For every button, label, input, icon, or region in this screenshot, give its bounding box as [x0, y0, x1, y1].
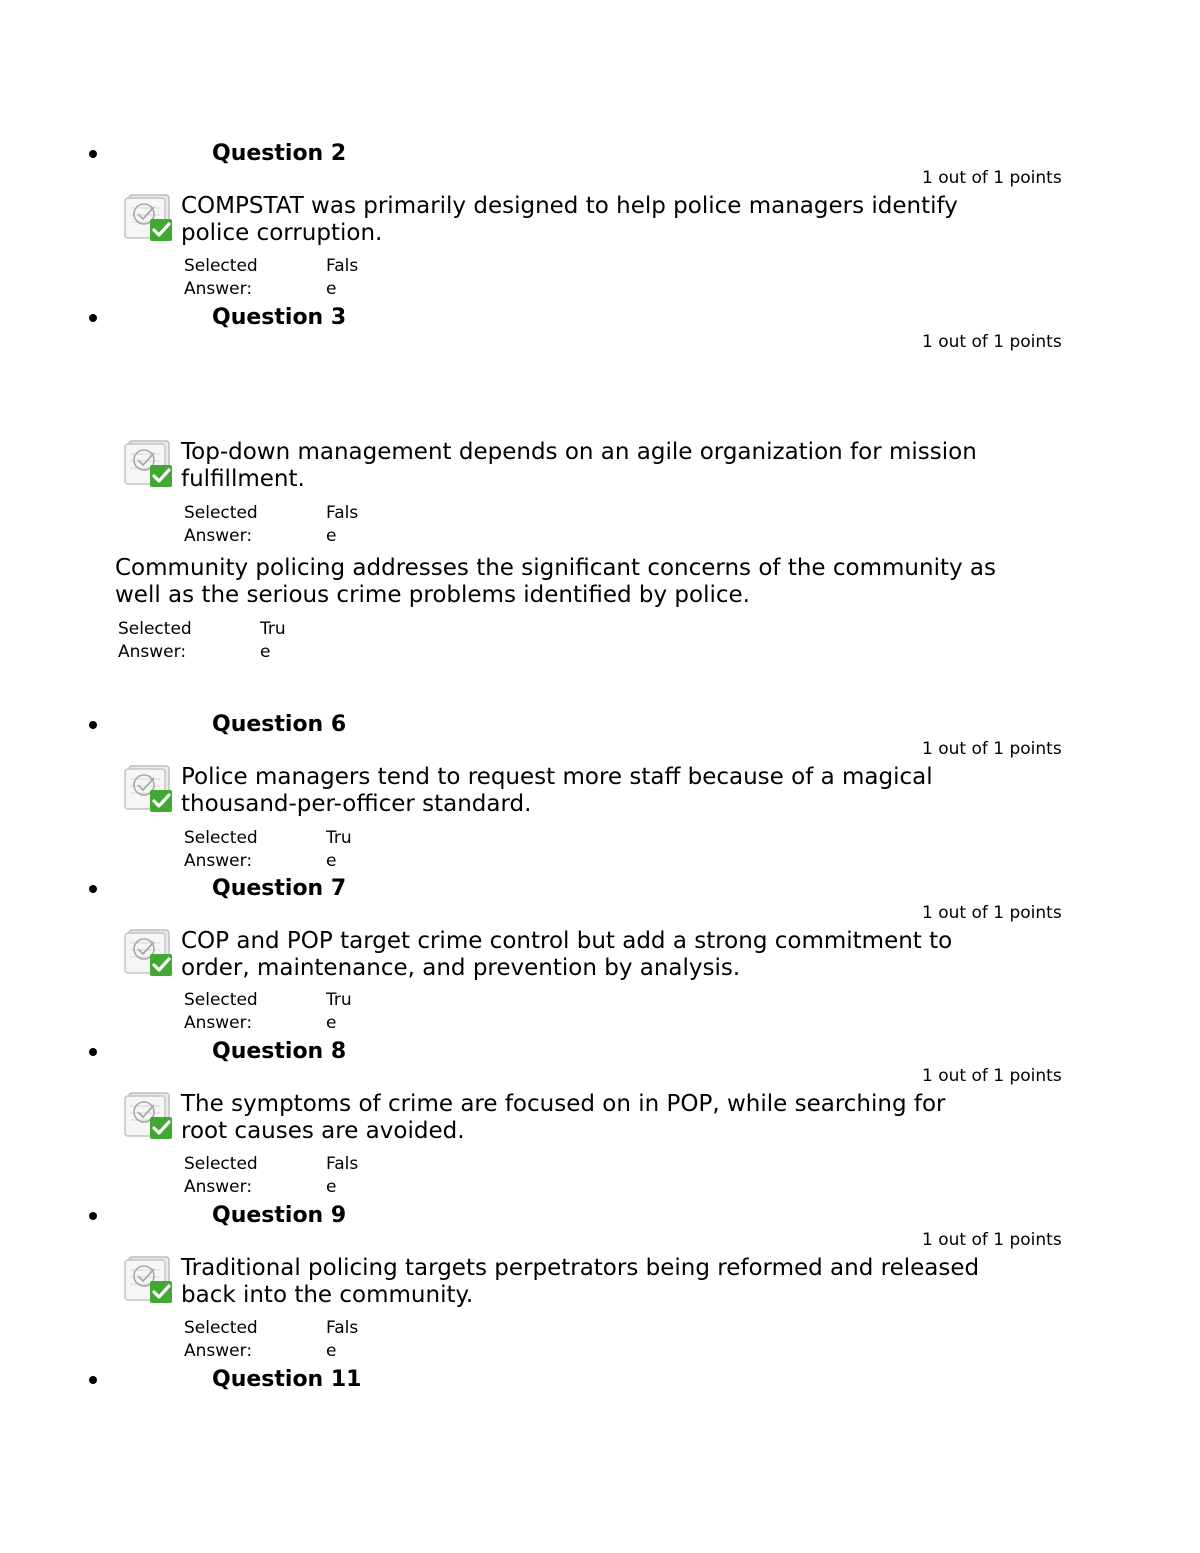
question-text: Traditional policing targets perpetrators being reformed and released back into the community.	[181, 1255, 980, 1308]
question-text: COMPSTAT was primarily designed to help police managers identify police corruption.	[181, 193, 958, 246]
question-title: Question 2	[212, 141, 347, 166]
selected-answer-value: Fals e	[326, 1318, 359, 1361]
list-bullet	[89, 1376, 97, 1384]
points-score: 1 out of 1 points	[922, 739, 1062, 759]
question-title: Question 11	[212, 1367, 362, 1392]
question-text: COP and POP target crime control but add a strong commitment to order, maintenance, and prevention by analysis.	[181, 928, 953, 981]
question-text: Community policing addresses the significant concerns of the community as well as the serious crime problems identified by police.	[115, 555, 996, 608]
correct-answer-icon	[124, 763, 176, 813]
correct-answer-icon	[124, 438, 176, 488]
selected-answer-value: Tru e	[326, 990, 352, 1033]
selected-answer-label: Selected Answer:	[184, 503, 258, 546]
points-score: 1 out of 1 points	[922, 1230, 1062, 1250]
selected-answer-label: Selected Answer:	[184, 990, 258, 1033]
selected-answer-value: Fals e	[326, 503, 359, 546]
question-text: Police managers tend to request more staff because of a magical thousand-per-officer standard.	[181, 764, 933, 817]
selected-answer-value: Tru e	[260, 619, 286, 662]
points-score: 1 out of 1 points	[922, 168, 1062, 188]
selected-answer-label: Selected Answer:	[184, 1318, 258, 1361]
list-bullet	[89, 721, 97, 729]
selected-answer-value: Fals e	[326, 1154, 359, 1197]
list-bullet	[89, 1048, 97, 1056]
selected-answer-label: Selected Answer:	[184, 828, 258, 871]
question-title: Question 8	[212, 1039, 347, 1064]
selected-answer-value: Tru e	[326, 828, 352, 871]
question-title: Question 6	[212, 712, 347, 737]
question-text: The symptoms of crime are focused on in POP, while searching for root causes are avoided.	[181, 1091, 946, 1144]
selected-answer-label: Selected Answer:	[118, 619, 192, 662]
question-text: Top-down management depends on an agile organization for mission fulfillment.	[181, 439, 977, 492]
correct-answer-icon	[124, 1090, 176, 1140]
question-title: Question 7	[212, 876, 347, 901]
points-score: 1 out of 1 points	[922, 1066, 1062, 1086]
points-score: 1 out of 1 points	[922, 332, 1062, 352]
selected-answer-label: Selected Answer:	[184, 1154, 258, 1197]
list-bullet	[89, 885, 97, 893]
correct-answer-icon	[124, 927, 176, 977]
list-bullet	[89, 314, 97, 322]
list-bullet	[89, 150, 97, 158]
selected-answer-label: Selected Answer:	[184, 256, 258, 299]
list-bullet	[89, 1212, 97, 1220]
selected-answer-value: Fals e	[326, 256, 359, 299]
points-score: 1 out of 1 points	[922, 903, 1062, 923]
question-title: Question 3	[212, 305, 347, 330]
correct-answer-icon	[124, 192, 176, 242]
correct-answer-icon	[124, 1254, 176, 1304]
question-title: Question 9	[212, 1203, 347, 1228]
